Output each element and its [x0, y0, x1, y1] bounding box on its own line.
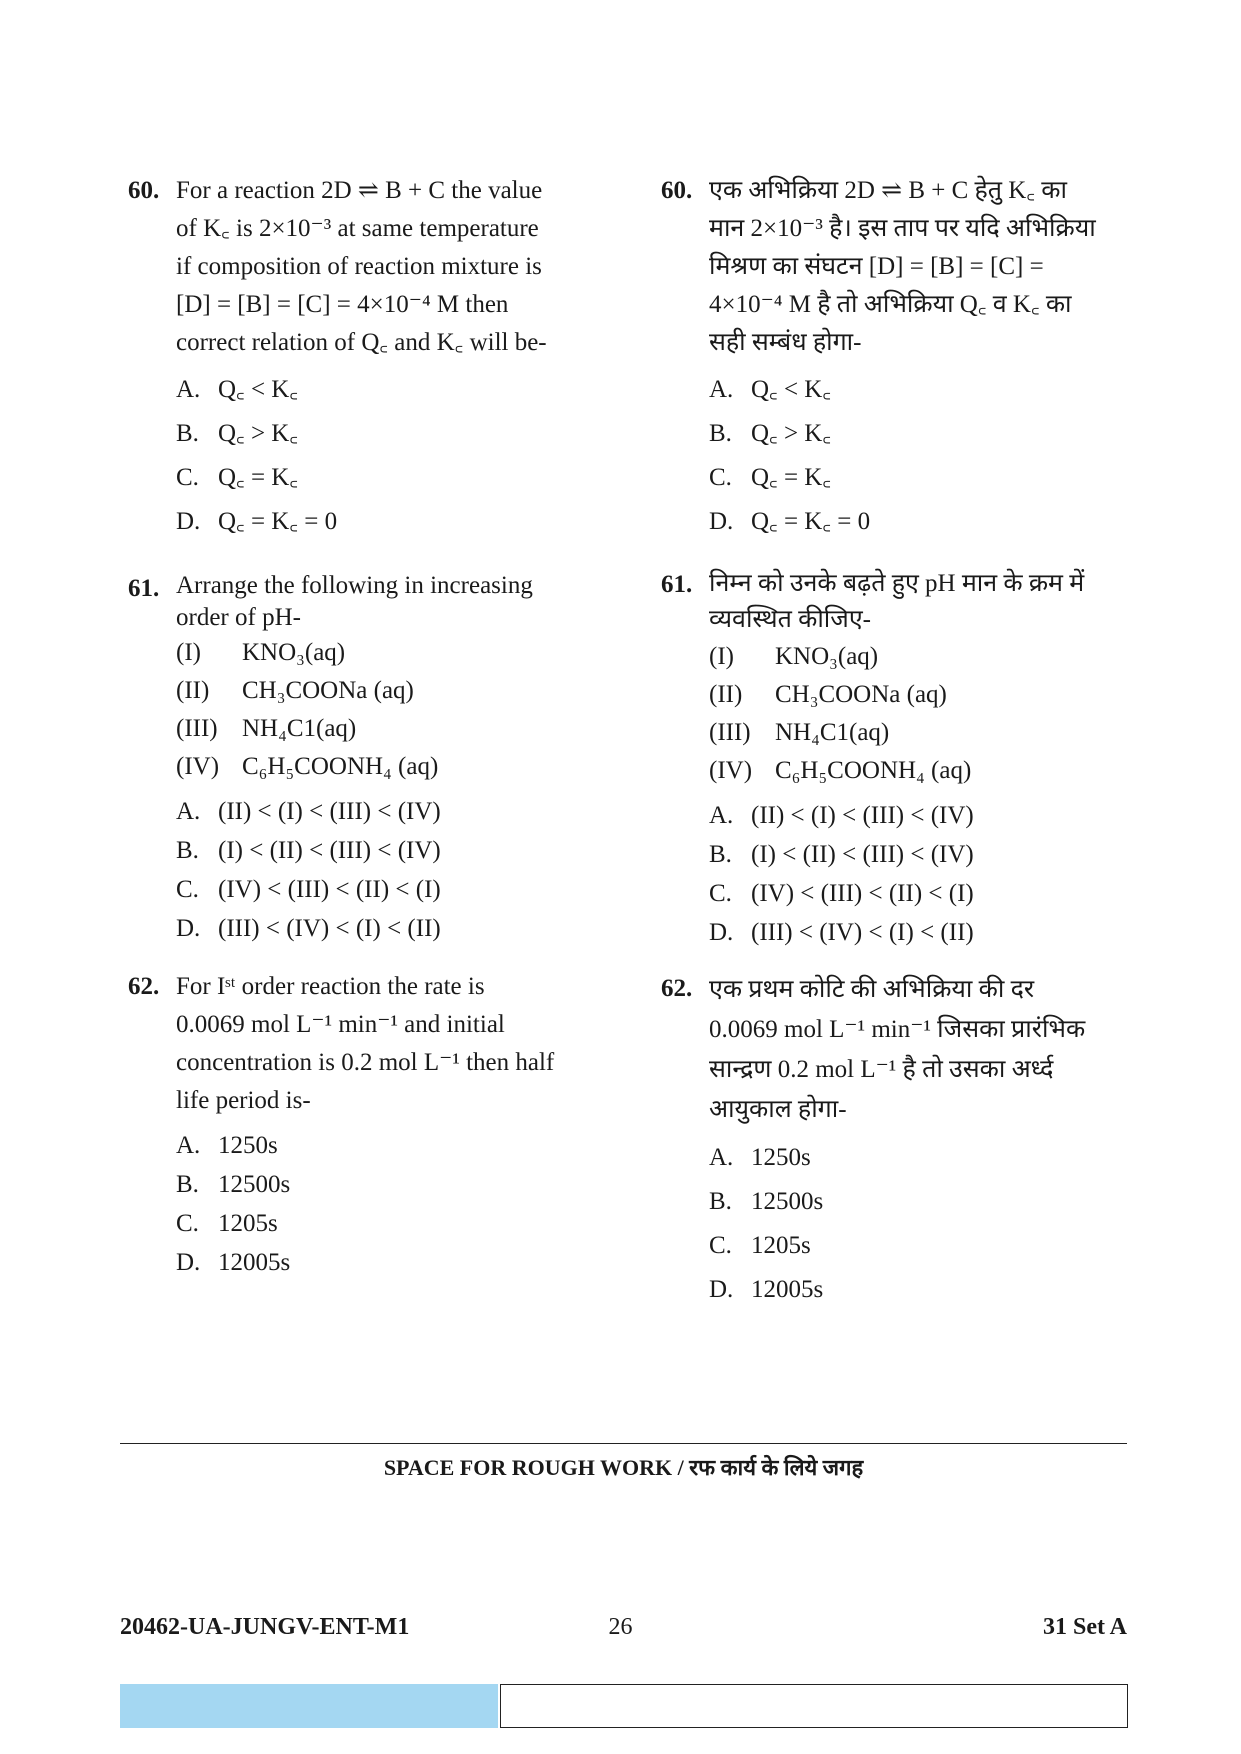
- footer-empty-box: [500, 1684, 1128, 1728]
- option-label: D.: [709, 1276, 734, 1303]
- option-text: (III) < (IV) < (I) < (II): [218, 914, 441, 942]
- compound-item: [176, 710, 620, 748]
- option-label: A.: [709, 801, 734, 829]
- question-stem: [709, 970, 1123, 1130]
- option-c: [176, 870, 620, 909]
- stem-line: For a reaction 2D ⇌ B + C the value: [176, 177, 543, 204]
- item-label: (IV): [176, 753, 220, 780]
- compound-item: [709, 676, 1123, 714]
- option-a: [176, 792, 620, 831]
- options: [709, 368, 1123, 544]
- option-text: 1250s: [218, 1131, 278, 1159]
- option-label: A.: [709, 376, 734, 403]
- hindi-column: [653, 172, 1123, 1312]
- option-b: [709, 412, 1123, 456]
- compound-item: [176, 748, 620, 786]
- option-c: [709, 1224, 1123, 1268]
- question-number: 62.: [661, 975, 693, 1002]
- stem-line: 4×10⁻⁴ M है तो अभिक्रिया Q꜀ व K꜀ का: [709, 291, 1072, 318]
- stem-line: order of pH-: [176, 604, 301, 631]
- question-60-en: [120, 172, 620, 544]
- option-text: Q꜀ > K꜀: [218, 420, 299, 447]
- option-d: [176, 909, 620, 948]
- option-text: Q꜀ > K꜀: [751, 420, 832, 447]
- stem-line: For Iˢᵗ order reaction the rate is: [176, 973, 485, 1000]
- question-61-hi: [653, 566, 1123, 952]
- item-label: (I): [176, 639, 201, 666]
- options: [176, 1126, 620, 1282]
- option-text: (I) < (II) < (III) < (IV): [751, 840, 974, 868]
- question-stem: [176, 172, 620, 362]
- question-number: 61.: [128, 575, 160, 602]
- stem-line: 0.0069 mol L⁻¹ min⁻¹ and initial: [176, 1011, 505, 1038]
- option-b: [176, 831, 620, 870]
- option-c: [709, 874, 1123, 913]
- option-text: 1250s: [751, 1144, 811, 1171]
- option-label: B.: [709, 1188, 732, 1215]
- option-label: C.: [176, 1209, 199, 1237]
- stem-line: of K꜀ is 2×10⁻³ at same temperature: [176, 215, 539, 242]
- question-62-hi: [653, 970, 1123, 1312]
- item-text: NH₄C1(aq): [775, 719, 890, 746]
- rough-work-heading: SPACE FOR ROUGH WORK / रफ कार्य के लिये जगह: [383, 1455, 864, 1480]
- english-column: [120, 172, 620, 1282]
- stem-line: मिश्रण का संघटन [D] = [B] = [C] =: [709, 253, 1044, 280]
- stem-line: 0.0069 mol L⁻¹ min⁻¹ जिसका प्रारंभिक: [709, 1016, 1086, 1043]
- option-label: A.: [176, 797, 201, 825]
- option-text: Q꜀ = K꜀: [218, 464, 299, 491]
- set-label: 31 Set A: [1043, 1614, 1127, 1640]
- stem-line: [D] = [B] = [C] = 4×10⁻⁴ M then: [176, 291, 509, 318]
- option-d: [709, 913, 1123, 952]
- option-label: D.: [176, 508, 201, 535]
- item-text: C₆H₅COONH₄ (aq): [242, 753, 439, 780]
- option-text: (IV) < (III) < (II) < (I): [218, 875, 441, 903]
- question-number: 60.: [661, 177, 693, 204]
- option-label: C.: [709, 879, 732, 907]
- stem-line: सान्द्रण 0.2 mol L⁻¹ है तो उसका अर्ध्द: [709, 1056, 1054, 1083]
- compound-item: [176, 672, 620, 710]
- item-text: C₆H₅COONH₄ (aq): [775, 757, 972, 784]
- option-text: 12005s: [218, 1248, 291, 1276]
- question-stem: [709, 172, 1123, 362]
- option-d: [709, 1268, 1123, 1312]
- option-text: 12500s: [218, 1170, 291, 1198]
- option-label: B.: [176, 420, 199, 447]
- option-b: [709, 835, 1123, 874]
- question-number: 62.: [128, 973, 160, 1000]
- option-label: A.: [176, 376, 201, 403]
- option-text: 12005s: [751, 1276, 824, 1303]
- item-text: CH₃COONa (aq): [242, 677, 414, 704]
- item-text: CH₃COONa (aq): [775, 681, 947, 708]
- item-label: (III): [709, 719, 751, 746]
- option-text: Q꜀ = K꜀: [751, 464, 832, 491]
- option-c: [709, 456, 1123, 500]
- item-label: (III): [176, 715, 218, 742]
- stem-line: व्यवस्थित कीजिए-: [709, 606, 871, 633]
- compound-item: [709, 714, 1123, 752]
- compound-item: [709, 638, 1123, 676]
- option-a: [709, 796, 1123, 835]
- option-text: Q꜀ < K꜀: [218, 376, 299, 403]
- stem-line: एक प्रथम कोटि की अभिक्रिया की दर: [709, 976, 1035, 1003]
- option-label: C.: [709, 464, 732, 491]
- option-c: [176, 456, 620, 500]
- option-text: (IV) < (III) < (II) < (I): [751, 879, 974, 907]
- question-60-hi: [653, 172, 1123, 544]
- options: [709, 796, 1123, 952]
- stem-line: if composition of reaction mixture is: [176, 253, 542, 280]
- stem-line: एक अभिक्रिया 2D ⇌ B + C हेतु K꜀ का: [709, 177, 1067, 204]
- option-label: D.: [176, 1248, 201, 1276]
- option-b: [176, 412, 620, 456]
- option-label: D.: [709, 918, 734, 946]
- item-label: (II): [709, 681, 743, 708]
- item-text: KNO₃(aq): [242, 639, 346, 666]
- option-label: A.: [709, 1144, 734, 1171]
- stem-line: आयुकाल होगा-: [709, 1096, 847, 1123]
- compound-list: [709, 638, 1123, 790]
- option-text: 1205s: [218, 1209, 278, 1237]
- page-number: 26: [608, 1614, 633, 1640]
- option-label: B.: [176, 1170, 199, 1198]
- item-label: (II): [176, 677, 210, 704]
- option-d: [176, 1243, 620, 1282]
- blue-footer-bar: [120, 1684, 498, 1728]
- option-text: Q꜀ = K꜀ = 0: [751, 508, 871, 535]
- option-label: D.: [176, 914, 201, 942]
- option-label: B.: [176, 836, 199, 864]
- option-d: [176, 500, 620, 544]
- compound-item: [176, 634, 620, 672]
- option-a: [176, 368, 620, 412]
- option-a: [709, 1136, 1123, 1180]
- option-a: [176, 1126, 620, 1165]
- stem-line: concentration is 0.2 mol L⁻¹ then half: [176, 1049, 555, 1076]
- option-text: Q꜀ = K꜀ = 0: [218, 508, 338, 535]
- option-b: [709, 1180, 1123, 1224]
- question-stem: [176, 570, 620, 634]
- option-text: 1205s: [751, 1232, 811, 1259]
- item-text: KNO₃(aq): [775, 643, 879, 670]
- option-text: Q꜀ < K꜀: [751, 376, 832, 403]
- stem-line: life period is-: [176, 1087, 311, 1114]
- option-label: B.: [709, 420, 732, 447]
- compound-list: [176, 634, 620, 786]
- rough-work-divider: [120, 1443, 1127, 1444]
- option-label: C.: [709, 1232, 732, 1259]
- option-label: C.: [176, 464, 199, 491]
- question-stem: [176, 968, 620, 1120]
- stem-line: मान 2×10⁻³ है। इस ताप पर यदि अभिक्रिया: [709, 215, 1096, 242]
- paper-code: 20462-UA-JUNGV-ENT-M1: [120, 1614, 410, 1640]
- option-c: [176, 1204, 620, 1243]
- option-text: (II) < (I) < (III) < (IV): [751, 801, 974, 829]
- item-label: (I): [709, 643, 734, 670]
- options: [176, 792, 620, 948]
- option-label: D.: [709, 508, 734, 535]
- options: [709, 1136, 1123, 1312]
- stem-line: सही सम्बंध होगा-: [709, 329, 862, 356]
- option-label: B.: [709, 840, 732, 868]
- option-text: (III) < (IV) < (I) < (II): [751, 918, 974, 946]
- question-61-en: [120, 570, 620, 948]
- question-stem: [709, 566, 1123, 638]
- compound-item: [709, 752, 1123, 790]
- question-number: 61.: [661, 571, 693, 598]
- option-a: [709, 368, 1123, 412]
- question-62-en: [120, 968, 620, 1282]
- item-label: (IV): [709, 757, 753, 784]
- option-text: (I) < (II) < (III) < (IV): [218, 836, 441, 864]
- option-label: A.: [176, 1131, 201, 1159]
- stem-line: correct relation of Q꜀ and K꜀ will be-: [176, 329, 547, 356]
- question-number: 60.: [128, 177, 160, 204]
- stem-line: Arrange the following in increasing: [176, 572, 533, 599]
- stem-line: निम्न को उनके बढ़ते हुए pH मान के क्रम में: [709, 570, 1085, 597]
- option-b: [176, 1165, 620, 1204]
- options: [176, 368, 620, 544]
- item-text: NH₄C1(aq): [242, 715, 357, 742]
- option-d: [709, 500, 1123, 544]
- option-text: (II) < (I) < (III) < (IV): [218, 797, 441, 825]
- option-text: 12500s: [751, 1188, 824, 1215]
- option-label: C.: [176, 875, 199, 903]
